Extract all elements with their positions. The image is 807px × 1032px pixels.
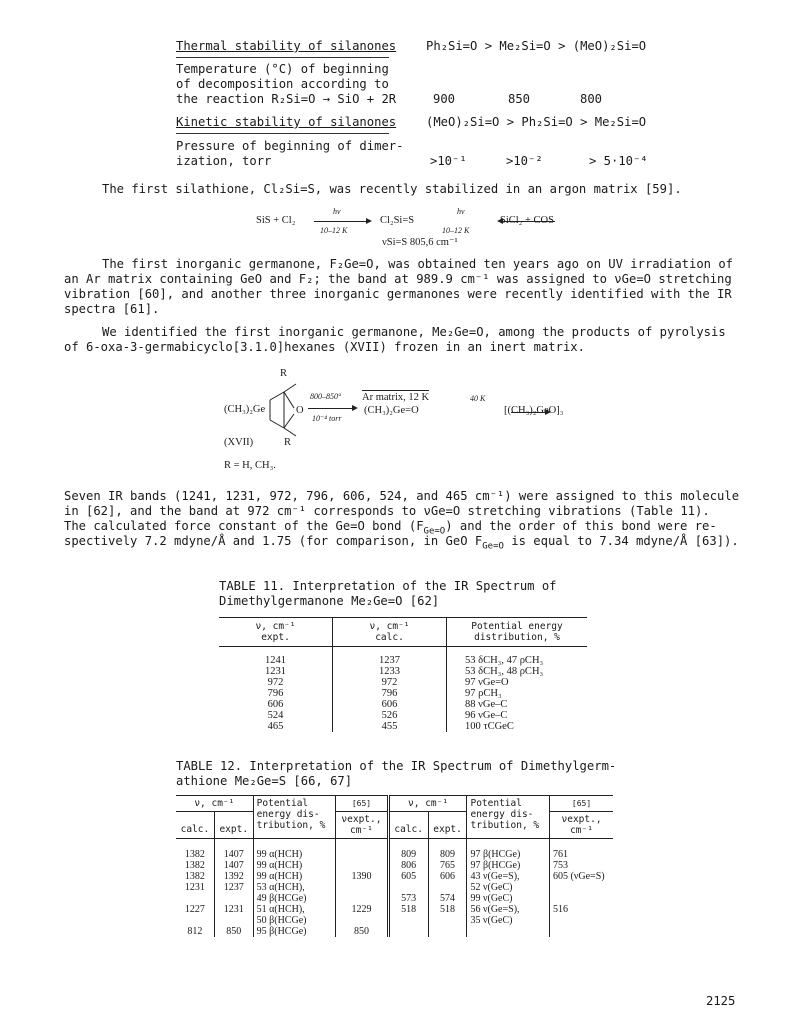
text-run: is equal to 7.34 mdyne/Å [63]). bbox=[503, 534, 739, 548]
table-cell bbox=[388, 839, 428, 849]
trimer-product: [(CH₃)₂GeO]₃ bbox=[504, 405, 564, 416]
pressure-value: >10⁻¹ bbox=[430, 154, 467, 168]
hv-label: hν bbox=[457, 207, 465, 216]
table-cell: 1382 bbox=[184, 870, 205, 882]
table-header-row bbox=[176, 796, 613, 812]
table-cell: 1233 bbox=[333, 666, 447, 677]
text-run: The calculated force constant of the Ge=O bond (F bbox=[64, 519, 424, 533]
table-cell: 1231 bbox=[265, 665, 286, 677]
table-11 bbox=[219, 617, 587, 732]
table-12 bbox=[176, 795, 613, 937]
table-cell: 43 ν(Ge=S), bbox=[467, 871, 550, 882]
header-line: tribution, % bbox=[470, 820, 540, 831]
thermal-stability-order: Ph₂Si=O > Me₂Si=O > (MeO)₂Si=O bbox=[426, 39, 647, 53]
table-cell: 796 bbox=[333, 688, 447, 699]
divider bbox=[176, 133, 389, 134]
table-cell bbox=[428, 926, 467, 937]
precursor: SiCl₂ + COS bbox=[500, 215, 554, 226]
table-cell: 972 bbox=[333, 677, 447, 688]
table-header-row bbox=[219, 618, 587, 647]
table-cell bbox=[550, 926, 613, 937]
table-cell bbox=[176, 839, 214, 849]
table-cell: 53 δCH₃, 47 ρCH₃ bbox=[447, 655, 588, 666]
table-cell bbox=[550, 839, 613, 849]
header-line: energy dis- bbox=[470, 809, 534, 820]
germanone-reaction bbox=[224, 368, 564, 478]
table-cell: 51 α(HCH), bbox=[253, 904, 336, 915]
table-cell: 99 ν(GeC) bbox=[467, 893, 550, 904]
table-cell: 96 νGe–C bbox=[447, 710, 588, 721]
table-row bbox=[176, 882, 613, 893]
reactant-ge: (CH₃)₂Ge bbox=[224, 404, 266, 415]
table-row bbox=[219, 677, 587, 688]
paragraph: The first silathione, Cl₂Si=S, was recently stabilized in an argon matrix [59]. bbox=[102, 182, 682, 196]
paragraph-line: vibration [60], and another three inorganic germanones were recently identified with the IR bbox=[64, 287, 732, 301]
table-cell: 573 bbox=[388, 893, 428, 904]
table-cell: 516 bbox=[550, 904, 613, 915]
paragraph-line: We identified the first inorganic germanone, Me₂Ge=O, among the products of pyrolysis bbox=[102, 325, 726, 339]
temperature-label-line-2: of decomposition according to bbox=[176, 77, 389, 91]
kinetic-stability-order: (MeO)₂Si=O > Ph₂Si=O > Me₂Si=O bbox=[426, 115, 647, 129]
table-cell: 605 (νGe=S) bbox=[550, 871, 613, 882]
table-row bbox=[219, 721, 587, 732]
header-line: expt. bbox=[261, 632, 290, 643]
table-cell: 455 bbox=[333, 721, 447, 732]
table-cell bbox=[336, 849, 388, 860]
table-cell bbox=[388, 882, 428, 893]
table-11-caption: Dimethylgermanone Me₂Ge=O [62] bbox=[219, 594, 440, 608]
paragraph-line: in [62], and the band at 972 cm⁻¹ corresponds to νGe=O stretching vibrations (Table 11). bbox=[64, 504, 710, 518]
condition-label: 10–12 K bbox=[320, 226, 348, 235]
silathione-reaction bbox=[256, 207, 556, 249]
pressure-label-line-2: ization, torr bbox=[176, 154, 272, 168]
table-row bbox=[176, 893, 613, 904]
table-cell: 806 bbox=[388, 860, 428, 871]
table-cell: 753 bbox=[550, 860, 613, 871]
matrix-condition-text: Ar matrix, 12 K bbox=[362, 392, 430, 403]
table-row bbox=[219, 666, 587, 677]
pressure-condition: 10⁻⁴ torr bbox=[312, 414, 342, 423]
table-cell: 1241 bbox=[265, 654, 286, 666]
oxygen-atom: O bbox=[296, 405, 304, 416]
frequency-label: νSi=S 805,6 cm⁻¹ bbox=[382, 237, 458, 248]
subscript: Ge=O bbox=[423, 526, 446, 537]
table-cell bbox=[176, 915, 214, 926]
table-cell: 1231 bbox=[214, 904, 253, 915]
table-cell: 100 τCGeC bbox=[447, 721, 588, 732]
paragraph-line bbox=[64, 534, 744, 555]
table-cell: 761 bbox=[550, 849, 613, 860]
table-cell: 465 bbox=[267, 720, 284, 732]
table-cell bbox=[467, 926, 550, 937]
table-cell: 1407 bbox=[214, 860, 253, 871]
table-cell: 765 bbox=[428, 860, 467, 871]
header-line: Potential bbox=[256, 798, 309, 809]
header-line: ν, cm⁻¹ bbox=[369, 621, 410, 632]
column-header bbox=[467, 796, 550, 839]
table-cell: 99 α(HCH) bbox=[253, 871, 336, 882]
table-cell bbox=[388, 915, 428, 926]
column-header bbox=[336, 812, 388, 839]
table-cell: 1392 bbox=[214, 871, 253, 882]
kinetic-stability-heading: Kinetic stability of silanones bbox=[176, 115, 397, 129]
table-cell: 1231 bbox=[184, 881, 205, 893]
reactant: SiS + Cl₂ bbox=[256, 215, 296, 226]
paragraph-line: spectra [61]. bbox=[64, 302, 160, 316]
table-cell: 49 β(HCGe) bbox=[253, 893, 336, 904]
table-cell: 1382 bbox=[184, 859, 205, 871]
table-cell: 606 bbox=[333, 699, 447, 710]
header-line: Potential energy bbox=[471, 621, 563, 632]
temperature-condition: 800–850° bbox=[310, 392, 342, 401]
table-cell bbox=[214, 915, 253, 926]
table-cell: 95 β(HCGe) bbox=[253, 926, 336, 937]
table-cell: 97 νGe=O bbox=[447, 677, 588, 688]
table-cell: 526 bbox=[333, 710, 447, 721]
table-cell: 812 bbox=[187, 925, 203, 937]
table-cell bbox=[428, 839, 467, 849]
table-cell: 518 bbox=[388, 904, 428, 915]
pressure-label-line-1: Pressure of beginning of dimer- bbox=[176, 139, 404, 153]
table-cell: 1237 bbox=[333, 655, 447, 666]
table-cell: 97 ρCH₃ bbox=[447, 688, 588, 699]
table-row bbox=[219, 699, 587, 710]
table-cell: 97 β(HCGe) bbox=[467, 849, 550, 860]
column-header: calc. bbox=[388, 812, 428, 839]
table-cell: 850 bbox=[336, 926, 388, 937]
table-cell bbox=[336, 839, 388, 849]
substituent-definition: R = H, CH₃. bbox=[224, 460, 276, 471]
reaction-arrow-right bbox=[308, 403, 358, 413]
table-cell: 53 α(HCH), bbox=[253, 882, 336, 893]
table-row bbox=[219, 655, 587, 666]
text-run: spectively 7.2 mdyne/Å and 1.75 (for comparison, in GeO F bbox=[64, 534, 483, 548]
header-line: νexpt., bbox=[341, 814, 382, 825]
table-cell bbox=[428, 915, 467, 926]
condition-label: 10–12 K bbox=[442, 226, 470, 235]
table-cell: 809 bbox=[388, 849, 428, 860]
table-cell: 796 bbox=[267, 687, 284, 699]
table-cell: 574 bbox=[428, 893, 467, 904]
product: Cl₂Si=S bbox=[380, 215, 415, 226]
product-germanone: (CH₃)₂Ge=O bbox=[364, 405, 419, 416]
table-cell: 99 α(HCH) bbox=[253, 860, 336, 871]
table-cell bbox=[253, 839, 336, 849]
table-cell: 518 bbox=[428, 904, 467, 915]
column-header bbox=[447, 618, 588, 647]
table-cell bbox=[214, 839, 253, 849]
column-header bbox=[550, 812, 613, 839]
header-line: tribution, % bbox=[256, 820, 326, 831]
table-cell: 1237 bbox=[214, 882, 253, 893]
table-cell bbox=[428, 882, 467, 893]
thermal-stability-heading: Thermal stability of silanones bbox=[176, 39, 397, 53]
column-header: calc. bbox=[180, 824, 210, 835]
table-cell: 50 β(HCGe) bbox=[253, 915, 336, 926]
table-row bbox=[176, 915, 613, 926]
table-cell bbox=[176, 893, 214, 904]
table-row bbox=[176, 926, 613, 937]
substituent-r: R bbox=[284, 437, 292, 448]
table-cell: 809 bbox=[428, 849, 467, 860]
table-cell bbox=[550, 915, 613, 926]
matrix-condition bbox=[362, 390, 429, 403]
table-row bbox=[176, 860, 613, 871]
header-line: ν, cm⁻¹ bbox=[255, 621, 296, 632]
column-header: expt. bbox=[428, 812, 467, 839]
paragraph-line: of 6-oxa-3-germabicyclo[3.1.0]hexanes (XVII) frozen in an inert matrix. bbox=[64, 340, 585, 354]
header-line: calc. bbox=[375, 632, 404, 643]
reaction-arrow-right bbox=[314, 216, 372, 226]
hv-label: hν bbox=[333, 207, 341, 216]
header-line: energy dis- bbox=[256, 809, 320, 820]
subscript: Ge=O bbox=[482, 541, 504, 552]
table-cell: 1390 bbox=[336, 871, 388, 882]
temperature-label-line-1: Temperature (°C) of beginning bbox=[176, 62, 389, 76]
table-cell: 97 β(HCGe) bbox=[467, 860, 550, 871]
table-cell bbox=[219, 647, 333, 655]
header-line: cm⁻¹ bbox=[350, 825, 373, 836]
table-cell: 52 ν(GeC) bbox=[467, 882, 550, 893]
table-row bbox=[176, 904, 613, 915]
table-row bbox=[176, 849, 613, 860]
temperature-label-line-3: the reaction R₂Si=O → SiO + 2R bbox=[176, 92, 397, 106]
table-row bbox=[176, 871, 613, 882]
table-row bbox=[219, 710, 587, 721]
column-header: expt. bbox=[214, 812, 253, 839]
table-cell bbox=[336, 915, 388, 926]
pressure-value: >10⁻² bbox=[506, 154, 543, 168]
table-cell bbox=[550, 893, 613, 904]
page-number: 2125 bbox=[706, 994, 736, 1008]
substituent-r: R bbox=[280, 368, 288, 379]
table-cell: 606 bbox=[428, 871, 467, 882]
table-cell bbox=[336, 893, 388, 904]
text-run: ) and the order of this bond were re- bbox=[445, 519, 717, 533]
column-header bbox=[333, 618, 447, 647]
table-cell bbox=[467, 839, 550, 849]
table-cell bbox=[388, 926, 428, 937]
table-12-caption: TABLE 12. Interpretation of the IR Spectrum of Dimethylgerm- bbox=[176, 759, 617, 773]
ring-structure bbox=[264, 378, 314, 440]
table-11-caption: TABLE 11. Interpretation of the IR Spectrum of bbox=[219, 579, 557, 593]
table-cell: 606 bbox=[267, 698, 284, 710]
table-cell: 972 bbox=[267, 676, 284, 688]
header-line: νexpt., bbox=[561, 814, 602, 825]
column-header bbox=[219, 618, 333, 647]
pressure-value: > 5·10⁻⁴ bbox=[589, 154, 648, 168]
table-cell bbox=[336, 860, 388, 871]
column-header: ν, cm⁻¹ bbox=[176, 796, 253, 812]
compound-label: (XVII) bbox=[224, 437, 254, 448]
table-cell: 850 bbox=[214, 926, 253, 937]
table-body bbox=[176, 839, 613, 937]
paragraph-line: The first inorganic germanone, F₂Ge=O, was obtained ten years ago on UV irradiation of bbox=[102, 257, 734, 271]
table-cell: 53 δCH₃, 48 ρCH₃ bbox=[447, 666, 588, 677]
table-12-caption: athione Me₂Ge=S [66, 67] bbox=[176, 774, 353, 788]
table-cell: 35 ν(GeC) bbox=[467, 915, 550, 926]
table-cell: 524 bbox=[267, 709, 284, 721]
table-cell: 99 α(HCH) bbox=[253, 849, 336, 860]
divider bbox=[176, 57, 389, 58]
warm-condition: 40 K bbox=[470, 394, 486, 403]
spacer-row bbox=[176, 839, 613, 849]
header-line: cm⁻¹ bbox=[570, 825, 593, 836]
table-cell: 88 νGe–C bbox=[447, 699, 588, 710]
column-header: ν, cm⁻¹ bbox=[388, 796, 467, 812]
column-header bbox=[253, 796, 336, 839]
table-cell: 1227 bbox=[184, 903, 205, 915]
table-cell: 56 ν(Ge=S), bbox=[467, 904, 550, 915]
table-cell: 1382 bbox=[184, 848, 205, 860]
table-cell bbox=[550, 882, 613, 893]
header-line: distribution, % bbox=[474, 632, 560, 643]
spacer-row bbox=[219, 647, 587, 655]
column-header: [65] bbox=[550, 796, 613, 812]
table-cell bbox=[214, 893, 253, 904]
table-row bbox=[219, 688, 587, 699]
table-cell: 1229 bbox=[336, 904, 388, 915]
temperature-value: 900 bbox=[433, 92, 456, 106]
table-cell bbox=[336, 882, 388, 893]
temperature-value: 800 bbox=[580, 92, 603, 106]
header-line: Potential bbox=[470, 798, 522, 809]
table-cell bbox=[333, 647, 447, 655]
column-header: [65] bbox=[336, 796, 388, 812]
temperature-value: 850 bbox=[508, 92, 531, 106]
table-cell: 605 bbox=[388, 871, 428, 882]
paragraph-line: Seven IR bands (1241, 1231, 972, 796, 606, 524, and 465 cm⁻¹) were assigned to this molecule bbox=[64, 489, 740, 503]
table-cell bbox=[447, 647, 588, 655]
table-cell: 1407 bbox=[214, 849, 253, 860]
paragraph-line: an Ar matrix containing GeO and F₂; the band at 989.9 cm⁻¹ was assigned to νGe=O stretching bbox=[64, 272, 732, 286]
